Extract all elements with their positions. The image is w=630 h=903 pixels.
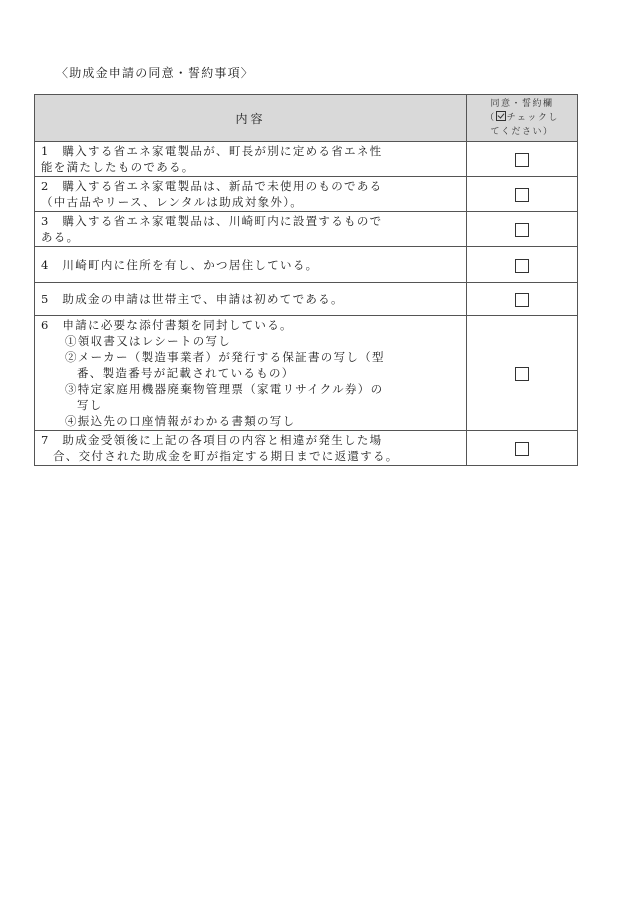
item-line: 6 申請に必要な添付書類を同封している。 [41, 318, 293, 332]
agree-cell-4 [467, 247, 578, 283]
agree-checkbox-6[interactable] [515, 367, 529, 381]
table-row [35, 247, 578, 283]
item-line: ある。 [41, 230, 80, 244]
agree-cell-7 [467, 431, 578, 466]
agree-checkbox-3[interactable] [515, 223, 529, 237]
agree-checkbox-1[interactable] [515, 153, 529, 167]
agree-cell-1 [467, 142, 578, 177]
agree-checkbox-4[interactable] [515, 259, 529, 273]
agree-checkbox-2[interactable] [515, 188, 529, 202]
item-text-4 [35, 247, 467, 283]
item-subline: 写し [77, 398, 103, 412]
checked-checkbox-icon [496, 111, 506, 121]
header-agree [467, 95, 578, 142]
item-text-3 [35, 212, 467, 247]
item-line: 合、交付された助成金を町が指定する期日までに返還する。 [53, 449, 399, 463]
table-row [35, 316, 578, 431]
table-row [35, 212, 578, 247]
agree-cell-3 [467, 212, 578, 247]
item-text-2 [35, 177, 467, 212]
item-subline: ④振込先の口座情報がわかる書類の写し [65, 414, 296, 428]
agree-cell-2 [467, 177, 578, 212]
item-line: 5 助成金の申請は世帯主で、申請は初めてである。 [41, 292, 344, 306]
table-row [35, 142, 578, 177]
item-line: （中古品やリース、レンタルは助成対象外）。 [41, 195, 304, 209]
item-line: 4 川崎町内に住所を有し、かつ居住している。 [41, 257, 319, 272]
header-agree-line2: （ チェックし [485, 113, 559, 123]
item-line: 1 購入する省エネ家電製品が、町長が別に定める省エネ性 [41, 144, 383, 158]
agree-checkbox-7[interactable] [515, 442, 529, 456]
table-row [35, 431, 578, 466]
document-title: 〈助成金申請の同意・誓約事項〉 [56, 66, 255, 80]
item-text-7 [35, 431, 467, 466]
header-agree-line3: てください） [490, 127, 554, 137]
pledge-table [34, 94, 578, 466]
item-subline: ①領収書又はレシートの写し [65, 334, 232, 348]
table-row [35, 177, 578, 212]
item-line: 7 助成金受領後に上記の各項目の内容と相違が発生した場 [41, 433, 383, 447]
item-line: 能を満たしたものである。 [41, 160, 195, 174]
item-subline: ②メーカー（製造事業者）が発行する保証書の写し（型 [65, 350, 385, 364]
table-row [35, 283, 578, 316]
item-text-6 [35, 316, 467, 431]
item-line: 3 購入する省エネ家電製品は、川崎町内に設置するもので [41, 214, 383, 228]
item-subline: ③特定家庭用機器廃棄物管理票（家電リサイクル券）の [65, 382, 384, 396]
item-line: 2 購入する省エネ家電製品は、新品で未使用のものである [41, 179, 383, 193]
agree-cell-5 [467, 283, 578, 316]
header-content: 内容 [35, 95, 467, 142]
agree-checkbox-5[interactable] [515, 293, 529, 307]
header-agree-line1: 同意・誓約欄 [490, 99, 554, 109]
table-header-row [35, 95, 578, 142]
item-subline: 番、製造番号が記載されているもの） [77, 366, 295, 380]
item-text-1 [35, 142, 467, 177]
item-text-5 [35, 283, 467, 316]
agree-cell-6 [467, 316, 578, 431]
